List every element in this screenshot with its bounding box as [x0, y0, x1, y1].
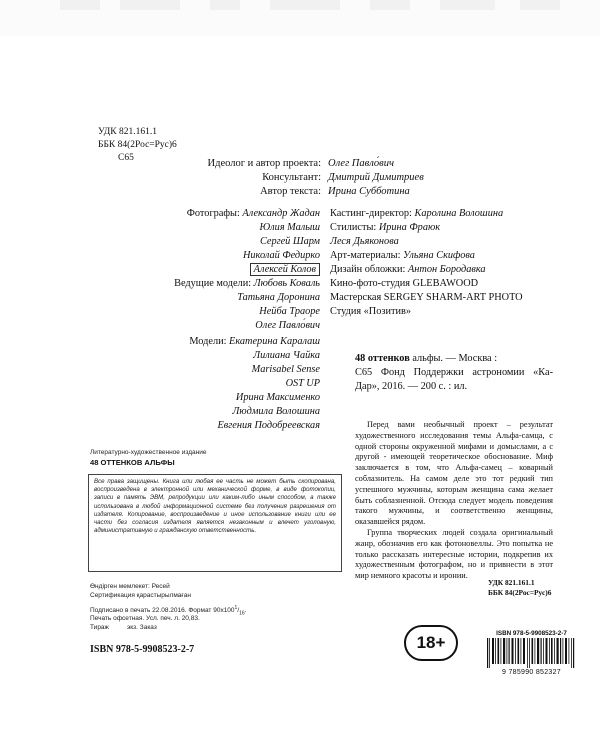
lead-model-1: [174, 277, 320, 291]
credit-value: Олег Павло́вич: [328, 158, 394, 169]
photographer-1: [187, 207, 320, 221]
model-name: Екатерина Каралаш: [229, 336, 320, 347]
credit-label: Автор текста:: [260, 186, 321, 197]
model-4: OST UP: [285, 378, 320, 389]
credit-label: Идеолог и автор проекта:: [207, 158, 321, 169]
stylist-1: [330, 221, 440, 235]
photographer-4: Николай Федирко: [242, 250, 320, 261]
models-label: Модели:: [189, 336, 227, 347]
photographer-3: Сергей Шарм: [259, 236, 320, 247]
casting-label: Кастинг-директор:: [330, 208, 412, 219]
imprint-country: Өндірген мемлекет: Ресей: [90, 583, 170, 590]
casting-value: Каролина Волошина: [414, 208, 504, 219]
art-label: Арт-материалы:: [330, 250, 401, 261]
format-fraction-numerator: 1: [234, 605, 238, 611]
bottom-udk: УДК 821.161.1: [488, 578, 535, 587]
bbk-code: ББК 84(2Рос=Рус)6: [98, 140, 177, 150]
imprint-print: Печать офсетная. Усл. печ. л. 20,83.: [90, 615, 200, 622]
annotation-paragraph-1: Перед вами необычный проект – результат художественного исследования темы Альфа-самца, с одной стороны окруженной мифами и домыслами, а с другой - имеющей теоретическое обоснование. Миф заключается в том, что Альфа-самец – коварный соблазнитель. На самом деле это тот редкий тип успешного мужчины, которым женщина сама желает быть соблазненной. Отсюда следует модель поведения такого мужчины, и соответственно женщины, оказавшейся рядом.: [355, 420, 553, 527]
model-1: [189, 335, 320, 349]
genre-label: Литературно-художественное издание: [90, 449, 207, 456]
imprint-certification: Сертификация қарастырылмаған: [90, 592, 191, 599]
cover-value: Антон Бородавка: [408, 264, 486, 275]
photographer-2: Юлия Малыш: [259, 222, 320, 233]
model-2: Лилиана Чайка: [253, 350, 320, 361]
model-7: Евгения Подобреевская: [217, 420, 320, 431]
isbn-bottom-left: ISBN 978-5-9908523-2-7: [90, 644, 195, 655]
photographers-label: Фотографы:: [186, 208, 240, 219]
rights-notice: Все права защищены. Книга или любая ее часть не может быть скопирована, воспроизведена в электронной или механической форме, в виде фотокопии, записи в память ЭВМ, репродукции или каким-либо иным способом, а также использована в любой информационной системе без получения разрешения от издателя. Копирование, воспроизведение и иное использование книги или ее части без согласия издателя является незаконным и влечет уголовную, административную и гражданскую ответственность.: [88, 474, 342, 572]
lead-models-label: Ведущие модели:: [174, 278, 252, 289]
lead-model-4: Олег Павло́вич: [255, 320, 320, 331]
model-5: Ирина Максименко: [235, 392, 320, 403]
bottom-bbk: ББК 84(2Рос=Рус)6: [488, 588, 552, 597]
studio-3: Студия «Позитив»: [330, 306, 411, 317]
photographer-name-boxed: Алексей Колов: [250, 263, 320, 276]
casting-director: [330, 207, 503, 221]
barcode-block: [485, 630, 578, 677]
bib-title: 48 оттенков: [355, 353, 410, 364]
studio-2: Мастерская SERGEY SHARM-ART PHOTO: [330, 292, 523, 303]
lead-model-name: Любовь Коваль: [253, 278, 320, 289]
top-decorative-band: [0, 0, 600, 36]
credit-text-author: [0, 185, 600, 199]
model-6: Людмила Волошина: [232, 406, 320, 417]
photographer-name: Александр Жадан: [242, 208, 320, 219]
credit-ideologist: [0, 157, 600, 171]
stylist-2: Леся Дьяконова: [330, 236, 399, 247]
lead-model-2: Татьяна Доронина: [237, 292, 320, 303]
bib-text2: Фонд Поддержки астрономии «Ка-Дар», 2016. — 200 с. : ил.: [355, 367, 553, 392]
art-value: Ульяна Скифова: [403, 250, 475, 261]
credit-consultant: [0, 171, 600, 185]
udk-code: УДК 821.161.1: [98, 127, 157, 137]
studio-1: Кино-фото-студия GLEBAWOOD: [330, 278, 479, 289]
format-fraction-denominator: 16: [239, 610, 245, 617]
credit-label: Консультант:: [262, 172, 321, 183]
barcode-number: 9 785990 852327: [502, 669, 561, 676]
cover-label: Дизайн обложки:: [330, 264, 406, 275]
book-title: 48 ОТТЕНКОВ АЛЬФЫ: [90, 458, 175, 467]
annotation: [355, 420, 553, 582]
imprint-run: Тираж экз. Заказ: [90, 624, 157, 631]
bib-code: С65: [355, 367, 373, 378]
imprint-period: .: [244, 607, 247, 615]
stylist-name: Ирина Фраюк: [378, 222, 441, 233]
cover-design: [330, 263, 486, 277]
model-3: Marisabel Sense: [251, 364, 320, 375]
imprint-format: Подписано в печать 22.08.2016. Формат 90х100: [90, 607, 235, 615]
stylists-label: Стилисты:: [330, 222, 377, 233]
lead-model-3: Нейба Траоре: [259, 306, 320, 317]
credit-value: Ирина Субботина: [328, 186, 410, 197]
barcode-isbn: ISBN 978-5-9908523-2-7: [496, 630, 567, 637]
bibliographic-record: [355, 352, 553, 394]
bib-text1: альфы. — Москва :: [409, 353, 498, 364]
annotation-paragraph-2: Группа творческих людей создала оригинальный жанр, обозначив его как фотоновеллы. Это попытка не только рассказать интересные истории, подкрепив их художественным фотографом, но и привнести в этот мир немного красоты и иронии.: [355, 527, 553, 581]
author-mark: С65: [118, 153, 134, 163]
age-rating-badge: 18+: [404, 625, 458, 661]
credit-value: Дмитрий Димитриев: [328, 172, 424, 183]
photographer-5: [250, 263, 320, 277]
imprint-signed: Подписано в печать 22.08.2016. Формат $90х100^1/_{16}$.: [90, 605, 247, 617]
barcode-icon: [485, 638, 578, 668]
art-materials: [330, 249, 475, 263]
